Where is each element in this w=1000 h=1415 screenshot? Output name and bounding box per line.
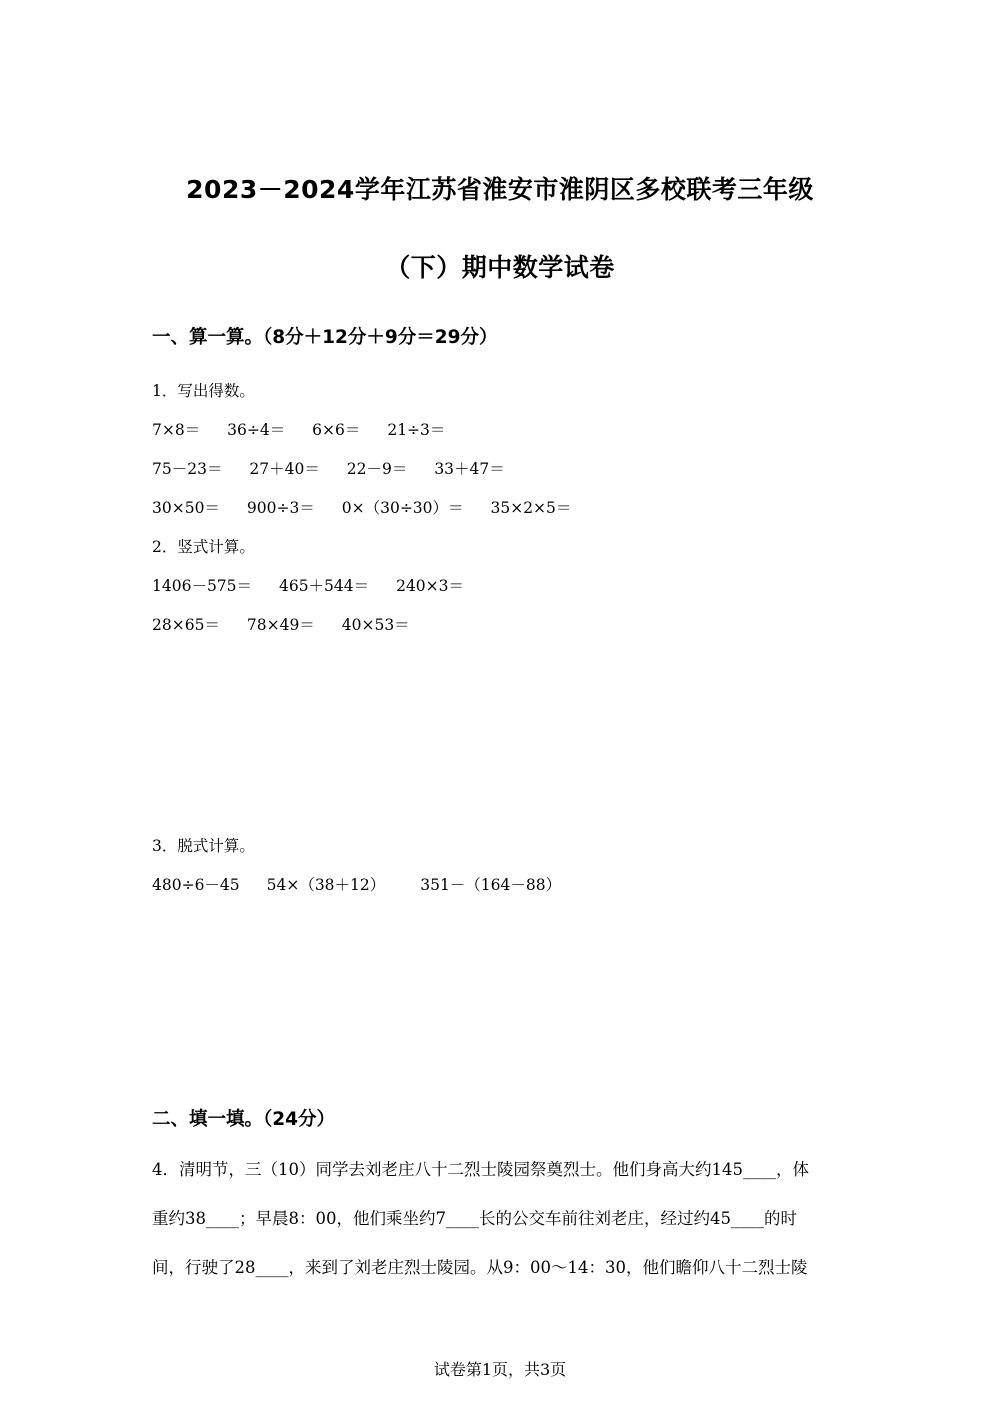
arithmetic-item: 22－9＝: [346, 460, 408, 478]
vertical-calc-item: 465＋544＝: [278, 577, 370, 595]
arithmetic-item: 75－23＝: [152, 460, 223, 478]
vertical-calc-item: 78×49＝: [246, 616, 315, 634]
vertical-calc-item: 1406－575＝: [152, 577, 253, 595]
arithmetic-item: 30×50＝: [152, 499, 220, 517]
arithmetic-item: 27＋40＝: [249, 460, 320, 478]
exam-title-line-2: （下）期中数学试卷: [385, 253, 615, 282]
question-4-line: 重约38____；早晨8：00，他们乘坐约7____长的公交车前往刘老庄，经过约45____的时: [152, 1209, 797, 1228]
arithmetic-item: 0×（30÷30）＝: [341, 499, 464, 517]
vertical-calc-item: 40×53＝: [341, 616, 410, 634]
question-1-row: [152, 496, 593, 518]
arithmetic-item: 900÷3＝: [246, 499, 315, 517]
arithmetic-item: 35×2×5＝: [490, 499, 572, 517]
question-4-line: 间，行驶了28____，来到了刘老庄烈士陵园。从9：00～14：30，他们瞻仰八十二烈士陵: [152, 1258, 808, 1277]
step-calc-item: 351－（164－88）: [420, 876, 562, 894]
vertical-calc-item: 28×65＝: [152, 616, 220, 634]
arithmetic-item: 21÷3＝: [387, 421, 446, 439]
section-2-heading: 二、填一填。（24分）: [152, 1109, 335, 1130]
question-1-prompt: 1．写出得数。: [152, 382, 255, 400]
arithmetic-item: 6×6＝: [312, 421, 361, 439]
question-2-row: [152, 574, 486, 596]
question-4-line: 4．清明节，三（10）同学去刘老庄八十二烈士陵园祭奠烈士。他们身高大约145____，体: [152, 1160, 809, 1179]
arithmetic-item: 36÷4＝: [227, 421, 286, 439]
vertical-calc-item: 240×3＝: [396, 577, 465, 595]
question-3-prompt: 3．脱式计算。: [152, 837, 255, 855]
arithmetic-item: 7×8＝: [152, 421, 201, 439]
step-calc-item: 54×（38＋12）: [266, 876, 386, 894]
question-1-row: [152, 457, 527, 479]
question-2-row: [152, 613, 432, 635]
section-1-heading: 一、算一算。（8分＋12分＋9分＝29分）: [152, 327, 498, 348]
question-3-row: [152, 873, 583, 895]
question-1-row: [152, 418, 467, 440]
step-calc-item: 480÷6－45: [152, 876, 240, 894]
question-4-paragraph: [152, 1145, 852, 1292]
exam-title-line-1: 2023－2024学年江苏省淮安市淮阴区多校联考三年级: [186, 175, 814, 204]
question-2-prompt: 2．竖式计算。: [152, 538, 255, 556]
page-footer: 试卷第1页，共3页: [433, 1360, 567, 1379]
arithmetic-item: 33＋47＝: [434, 460, 505, 478]
